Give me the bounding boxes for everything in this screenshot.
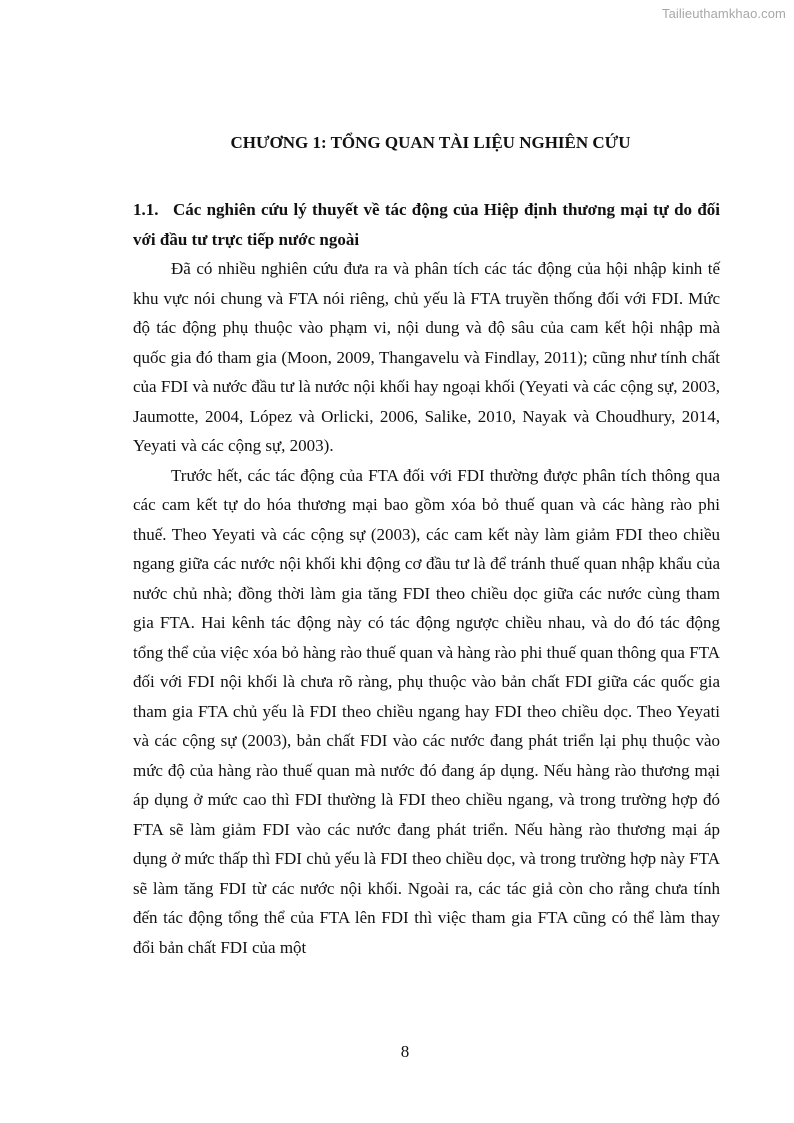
section-number: 1.1.: [133, 200, 159, 219]
body-paragraph-2: Trước hết, các tác động của FTA đối với FDI thường được phân tích thông qua các cam kết tự do hóa thương mại bao gồm xóa bỏ thuế quan và các hàng rào phi thuế. Theo Yeyati và các cộng sự (2003), các cam kết này làm giảm FDI theo chiều ngang giữa các nước nội khối khi động cơ đầu tư là để tránh thuế quan nhập khẩu của nước chủ nhà; đồng thời làm gia tăng FDI theo chiều dọc giữa các nước cùng tham gia FTA. Hai kênh tác động này có tác động ngược chiều nhau, và do đó tác động tổng thể của việc xóa bỏ hàng rào thuế quan và hàng rào phi thuế quan thông qua FTA đối với FDI nội khối là chưa rõ ràng, phụ thuộc vào bản chất FDI giữa các quốc gia tham gia FTA chủ yếu là FDI theo chiều ngang hay FDI theo chiều dọc. Theo Yeyati và các cộng sự (2003), bản chất FDI vào các nước đang phát triển lại phụ thuộc vào mức độ của hàng rào thuế quan mà nước đó đang áp dụng. Nếu hàng rào thương mại áp dụng ở mức cao thì FDI thường là FDI theo chiều ngang, và trong trường hợp đó FTA sẽ làm giảm FDI vào các nước đang phát triển. Nếu hàng rào thương mại áp dụng ở mức thấp thì FDI chủ yếu là FDI theo chiều dọc, và trong trường hợp này FTA sẽ làm tăng FDI từ các nước nội khối. Ngoài ra, các tác giả còn cho rằng chưa tính đến tác động tổng thể của FTA lên FDI thì việc tham gia FTA cũng có thể làm thay đổi bản chất FDI của một: [133, 465, 720, 957]
chapter-title: CHƯƠNG 1: TỔNG QUAN TÀI LIỆU NGHIÊN CỨU: [230, 133, 631, 152]
section-title: Các nghiên cứu lý thuyết về tác động của Hiệp định thương mại tự do đối với đầu tư trực tiếp nước ngoài: [133, 200, 720, 249]
page-content: [133, 128, 720, 962]
page-number: 8: [400, 1042, 410, 1061]
body-paragraph-1: Đã có nhiều nghiên cứu đưa ra và phân tích các tác động của hội nhập kinh tế khu vực nói chung và FTA nói riêng, chủ yếu là FTA truyền thống đối với FDI. Mức độ tác động phụ thuộc vào phạm vi, nội dung và độ sâu của cam kết hội nhập mà quốc gia đó tham gia (Moon, 2009, Thangavelu và Findlay, 2011); cũng như tính chất của FDI và nước đầu tư là nước nội khối hay ngoại khối (Yeyati và các cộng sự, 2003, Jaumotte, 2004, López và Orlicki, 2006, Salike, 2010, Nayak và Choudhury, 2014, Yeyati và các cộng sự, 2003).: [133, 259, 720, 455]
watermark-text: Tailieuthamkhao.com: [661, 6, 786, 21]
section-heading: [133, 195, 720, 254]
